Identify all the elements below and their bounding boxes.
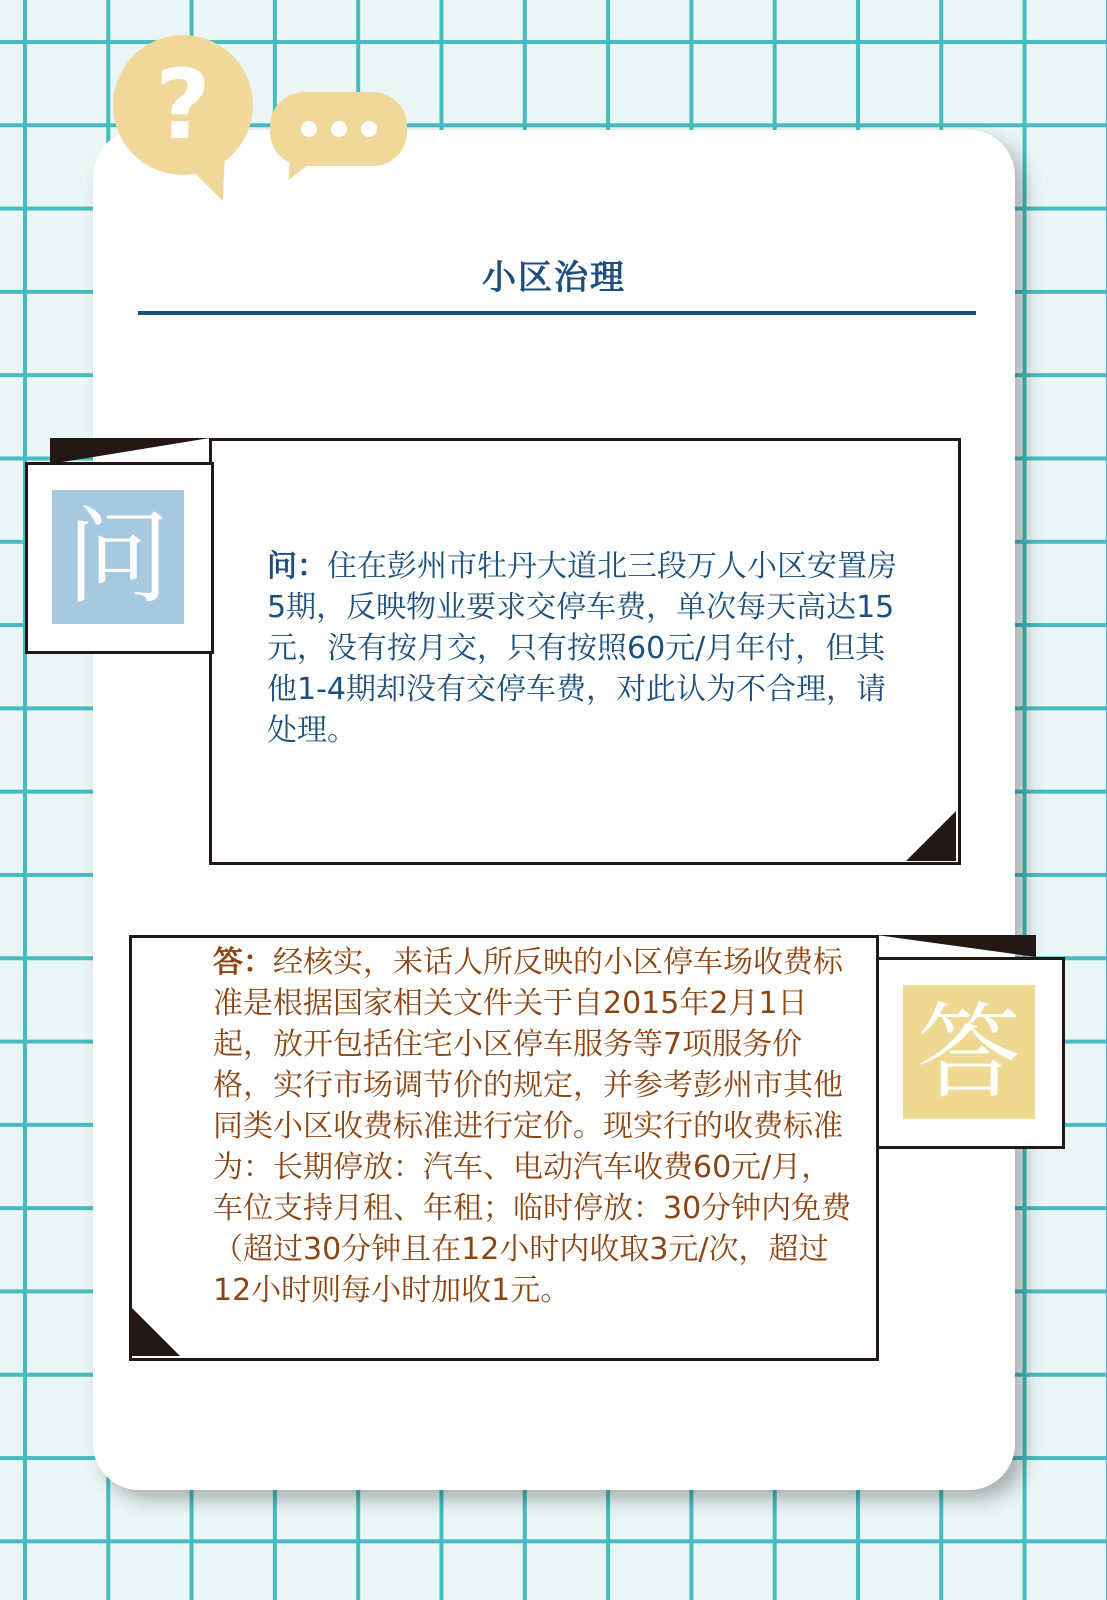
answer-fold-corner-bottom (130, 1306, 180, 1356)
chat-dots-icon (270, 92, 407, 166)
question-fold-corner-top (50, 438, 210, 464)
question-fold-corner-bottom (906, 811, 956, 861)
question-text (267, 546, 907, 751)
answer-fold-corner-top (876, 935, 1036, 957)
question-mark-icon: ? (155, 49, 211, 161)
question-lead: 问： (267, 549, 327, 584)
question-body: 住在彭州市牡丹大道北三段万人小区安置房5期，反映物业要求交停车费，单次每天高达15元，没有按月交，只有按照60元/月年付，但其他1-4期却没有交停车费，对此认为不合理，请处理。 (267, 549, 897, 748)
title-divider (138, 311, 976, 315)
answer-tag: 答 (903, 985, 1035, 1119)
chat-dot (331, 121, 347, 137)
question-tag: 问 (52, 490, 184, 624)
answer-text (213, 942, 853, 1311)
page-title: 小区治理 (482, 258, 626, 298)
chat-dot (301, 121, 317, 137)
answer-body: 经核实，来话人所反映的小区停车场收费标准是根据国家相关文件关于自2015年2月1日起，放开包括住宅小区停车服务等7项服务价格，实行市场调节价的规定，并参考彭州市其他同类小区收费标准进行定价。现实行的收费标准为：长期停放：汽车、电动汽车收费60元/月，车位支持月租、年租；临时停放：30分钟内免费（超过30分钟且在12小时内收取3元/次，超过12小时则每小时加收1元。 (213, 945, 852, 1308)
answer-lead: 答： (213, 945, 273, 980)
chat-dot (361, 121, 377, 137)
